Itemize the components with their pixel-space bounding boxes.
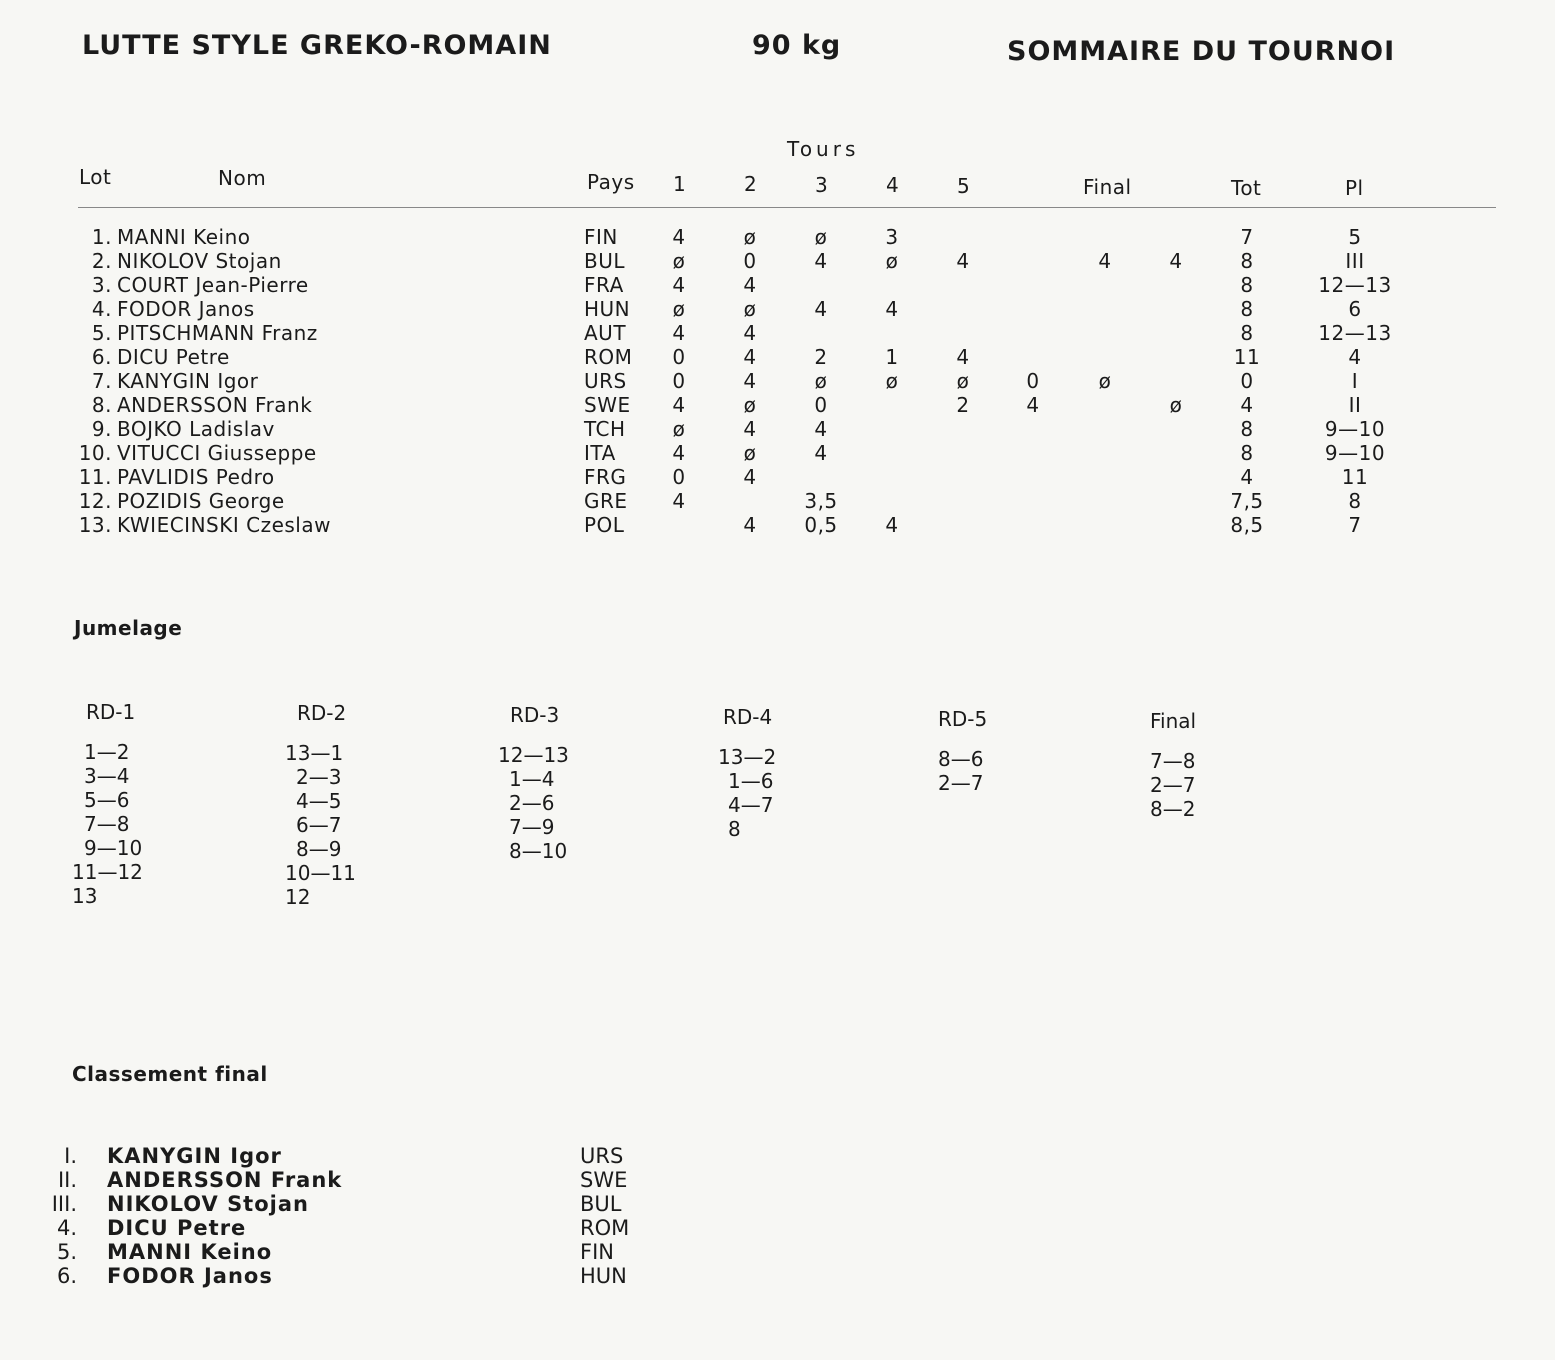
title-left: LUTTE STYLE GREKO-ROMAIN	[82, 30, 552, 61]
row-pl: III	[1345, 249, 1365, 273]
row-r1: 0	[672, 345, 686, 369]
jumelage-title: Jumelage	[74, 616, 183, 640]
row-tot: 8	[1240, 297, 1254, 321]
ranking-pays: URS	[580, 1144, 624, 1168]
pair-item: 2—6	[509, 791, 555, 815]
row-pl: I	[1351, 369, 1359, 393]
round-label: RD-5	[938, 707, 988, 731]
pair-item: 7—8	[1150, 749, 1196, 773]
ranking-pays: HUN	[580, 1264, 627, 1288]
row-r1: 4	[672, 225, 686, 249]
row-name: PAVLIDIS Pedro	[117, 465, 275, 489]
row-tot: 11	[1233, 345, 1261, 369]
weight-class: 90 kg	[752, 30, 842, 61]
row-pays: ROM	[584, 345, 633, 369]
row-pays: BUL	[584, 249, 626, 273]
row-r3: ø	[814, 369, 828, 393]
classement-title: Classement final	[72, 1062, 268, 1086]
row-name: PITSCHMANN Franz	[117, 321, 318, 345]
row-name: BOJKO Ladislav	[117, 417, 275, 441]
pair-item: 2—7	[938, 771, 984, 795]
ranking-row	[0, 1216, 800, 1240]
row-r2: 4	[743, 345, 757, 369]
row-lot: 1.	[91, 225, 112, 249]
ranking-surname: NIKOLOV	[107, 1192, 219, 1216]
ranking-place: II.	[57, 1168, 77, 1192]
row-r5: 4	[956, 249, 970, 273]
row-x1: 4	[1026, 393, 1040, 417]
row-pl: 5	[1348, 225, 1362, 249]
pair-item: 7—8	[84, 812, 130, 836]
row-lot: 10.	[78, 441, 112, 465]
row-pl: 9—10	[1324, 417, 1386, 441]
row-r3: 3,5	[804, 489, 838, 513]
row-r3: ø	[814, 225, 828, 249]
row-r2: 4	[743, 273, 757, 297]
row-tot: 8	[1240, 249, 1254, 273]
ranking-given: Petre	[177, 1216, 247, 1240]
row-r1: 4	[672, 489, 686, 513]
table-row	[0, 513, 1555, 537]
ranking-pays: BUL	[580, 1192, 622, 1216]
row-name: NIKOLOV Stojan	[117, 249, 282, 273]
table-row	[0, 345, 1555, 369]
row-tot: 8	[1240, 417, 1254, 441]
jumelage-round-3	[498, 703, 608, 863]
pair-item: 8—6	[938, 747, 984, 771]
row-x2: ø	[1098, 369, 1112, 393]
pair-item: 8—10	[509, 839, 568, 863]
row-r3: 4	[814, 297, 828, 321]
pair-item: 13—1	[285, 741, 344, 765]
table-row	[0, 369, 1555, 393]
round-label: RD-4	[723, 705, 773, 729]
round-label: Final	[1150, 709, 1197, 733]
jumelage-round-4	[718, 705, 828, 841]
pair-item: 10—11	[285, 861, 356, 885]
ranking-name	[107, 1240, 272, 1264]
row-r5: ø	[956, 369, 970, 393]
row-pl: 6	[1348, 297, 1362, 321]
round-label: RD-3	[510, 703, 560, 727]
row-r1: 0	[672, 369, 686, 393]
ranking-place: 6.	[56, 1264, 77, 1288]
pair-list	[938, 747, 1048, 795]
pair-list	[72, 740, 182, 908]
row-name: VITUCCI Giusseppe	[117, 441, 317, 465]
ranking-pays: FIN	[580, 1240, 614, 1264]
col-pays: Pays	[587, 170, 635, 194]
row-r3: 2	[814, 345, 828, 369]
row-pl: II	[1348, 393, 1362, 417]
row-tot: 0	[1240, 369, 1254, 393]
pair-item: 12	[285, 885, 311, 909]
jumelage-final	[1150, 709, 1260, 821]
row-pays: FRA	[584, 273, 624, 297]
ranking-place: III.	[51, 1192, 77, 1216]
pair-item: 13	[72, 884, 98, 908]
row-r4: 1	[885, 345, 899, 369]
row-pays: POL	[584, 513, 625, 537]
pair-list	[1150, 749, 1260, 821]
table-row	[0, 297, 1555, 321]
row-name: MANNI Keino	[117, 225, 251, 249]
row-pays: HUN	[584, 297, 631, 321]
row-pl: 12—13	[1318, 321, 1392, 345]
row-name: DICU Petre	[117, 345, 230, 369]
ranking-surname: MANNI	[107, 1240, 193, 1264]
row-pays: GRE	[584, 489, 628, 513]
row-name: KWIECINSKI Czeslaw	[117, 513, 331, 537]
ranking-row	[0, 1240, 800, 1264]
row-pl: 12—13	[1318, 273, 1392, 297]
row-r3: 0	[814, 393, 828, 417]
round-label: RD-1	[86, 700, 136, 724]
ranking-surname: DICU	[107, 1216, 169, 1240]
table-row	[0, 249, 1555, 273]
row-r3: 4	[814, 417, 828, 441]
table-row	[0, 441, 1555, 465]
row-tot: 4	[1240, 465, 1254, 489]
row-x3: 4	[1169, 249, 1183, 273]
row-r2: 4	[743, 369, 757, 393]
table-row	[0, 417, 1555, 441]
pair-item: 8—9	[296, 837, 342, 861]
table-row	[0, 321, 1555, 345]
table-row	[0, 225, 1555, 249]
jumelage-round-5	[938, 707, 1048, 795]
col-round-1: 1	[673, 172, 687, 196]
pair-item: 13—2	[718, 745, 777, 769]
row-pays: TCH	[584, 417, 626, 441]
title-right: SOMMAIRE DU TOURNOI	[1007, 36, 1396, 67]
ranking-given: Stojan	[227, 1192, 309, 1216]
ranking-surname: FODOR	[107, 1264, 196, 1288]
ranking-name	[107, 1264, 273, 1288]
ranking-name	[107, 1168, 342, 1192]
row-r1: ø	[672, 417, 686, 441]
ranking-given: Keino	[200, 1240, 273, 1264]
row-r4: 3	[885, 225, 899, 249]
row-pays: FRG	[584, 465, 627, 489]
row-name: ANDERSSON Frank	[117, 393, 313, 417]
row-r2: ø	[743, 393, 757, 417]
row-pl: 8	[1348, 489, 1362, 513]
row-pays: SWE	[584, 393, 631, 417]
row-r1: 4	[672, 441, 686, 465]
pair-item: 5—6	[84, 788, 130, 812]
ranking-name	[107, 1144, 282, 1168]
pair-item: 11—12	[72, 860, 143, 884]
pair-item: 4—5	[296, 789, 342, 813]
row-pays: AUT	[584, 321, 627, 345]
col-final: Final	[1083, 175, 1132, 199]
row-lot: 13.	[78, 513, 112, 537]
table-row	[0, 465, 1555, 489]
row-r2: 0	[743, 249, 757, 273]
row-r3: 0,5	[804, 513, 838, 537]
row-r5: 4	[956, 345, 970, 369]
ranking-pays: ROM	[580, 1216, 630, 1240]
row-r2: 4	[743, 465, 757, 489]
row-r3: 4	[814, 441, 828, 465]
ranking-surname: KANYGIN	[107, 1144, 222, 1168]
row-lot: 5.	[91, 321, 112, 345]
row-tot: 8	[1240, 321, 1254, 345]
row-tot: 8	[1240, 441, 1254, 465]
row-tot: 7,5	[1230, 489, 1264, 513]
row-r2: 4	[743, 513, 757, 537]
row-name: FODOR Janos	[117, 297, 255, 321]
pair-item: 2—3	[296, 765, 342, 789]
pair-item: 6—7	[296, 813, 342, 837]
row-tot: 7	[1240, 225, 1254, 249]
row-r4: 4	[885, 513, 899, 537]
row-pl: 9—10	[1324, 441, 1386, 465]
row-r1: ø	[672, 297, 686, 321]
row-name: POZIDIS George	[117, 489, 285, 513]
col-round-4: 4	[886, 173, 900, 197]
ranking-row	[0, 1144, 800, 1168]
col-nom: Nom	[218, 166, 267, 190]
row-r3: 4	[814, 249, 828, 273]
row-r2: 4	[743, 321, 757, 345]
pair-item: 8—2	[1150, 797, 1196, 821]
round-label: RD-2	[297, 701, 347, 725]
row-name: KANYGIN Igor	[117, 369, 259, 393]
row-r1: 4	[672, 273, 686, 297]
row-lot: 7.	[91, 369, 112, 393]
row-r4: ø	[885, 249, 899, 273]
ranking-given: Igor	[230, 1144, 282, 1168]
col-round-2: 2	[744, 172, 758, 196]
row-r4: ø	[885, 369, 899, 393]
row-pl: 11	[1341, 465, 1369, 489]
row-r2: 4	[743, 417, 757, 441]
ranking-name	[107, 1216, 246, 1240]
ranking-surname: ANDERSSON	[107, 1168, 263, 1192]
pair-item: 12—13	[498, 743, 569, 767]
row-tot: 4	[1240, 393, 1254, 417]
ranking-row	[0, 1264, 800, 1288]
pair-list	[285, 741, 395, 909]
row-lot: 11.	[78, 465, 112, 489]
table-row	[0, 273, 1555, 297]
ranking-given: Janos	[203, 1264, 273, 1288]
row-lot: 3.	[91, 273, 112, 297]
header-rule	[78, 207, 1496, 208]
col-pl: Pl	[1345, 176, 1364, 200]
pair-item: 2—7	[1150, 773, 1196, 797]
col-round-3: 3	[815, 173, 829, 197]
jumelage-round-1	[72, 700, 182, 908]
ranking-pays: SWE	[580, 1168, 628, 1192]
col-lot: Lot	[79, 165, 112, 189]
row-x2: 4	[1098, 249, 1112, 273]
row-lot: 6.	[91, 345, 112, 369]
row-r2: ø	[743, 441, 757, 465]
row-lot: 4.	[91, 297, 112, 321]
pair-item: 9—10	[84, 836, 143, 860]
row-x1: 0	[1026, 369, 1040, 393]
pair-item: 7—9	[509, 815, 555, 839]
row-x3: ø	[1169, 393, 1183, 417]
pair-list	[718, 745, 828, 841]
col-round-5: 5	[957, 174, 971, 198]
row-pl: 4	[1348, 345, 1362, 369]
row-r1: 4	[672, 393, 686, 417]
row-pl: 7	[1348, 513, 1362, 537]
ranking-place: I.	[64, 1144, 77, 1168]
pair-list	[498, 743, 608, 863]
row-pays: ITA	[584, 441, 616, 465]
ranking-name	[107, 1192, 309, 1216]
row-lot: 12.	[78, 489, 112, 513]
row-tot: 8,5	[1230, 513, 1264, 537]
tours-label: Tours	[787, 137, 860, 161]
ranking-place: 4.	[56, 1216, 77, 1240]
row-r1: 4	[672, 321, 686, 345]
pair-item: 1—2	[84, 740, 130, 764]
jumelage-round-2	[285, 701, 395, 909]
row-lot: 2.	[91, 249, 112, 273]
row-name: COURT Jean-Pierre	[117, 273, 309, 297]
row-r5: 2	[956, 393, 970, 417]
pair-item: 1—6	[728, 769, 774, 793]
row-r4: 4	[885, 297, 899, 321]
table-row	[0, 489, 1555, 513]
ranking-given: Frank	[270, 1168, 343, 1192]
row-pays: URS	[584, 369, 627, 393]
pair-item: 1—4	[509, 767, 555, 791]
ranking-row	[0, 1168, 800, 1192]
row-pays: FIN	[584, 225, 618, 249]
ranking-place: 5.	[56, 1240, 77, 1264]
row-r1: ø	[672, 249, 686, 273]
row-r2: ø	[743, 225, 757, 249]
pair-item: 8	[728, 817, 741, 841]
row-lot: 8.	[91, 393, 112, 417]
table-row	[0, 393, 1555, 417]
col-tot: Tot	[1231, 176, 1262, 200]
row-r2: ø	[743, 297, 757, 321]
ranking-row	[0, 1192, 800, 1216]
pair-item: 3—4	[84, 764, 130, 788]
row-r1: 0	[672, 465, 686, 489]
row-lot: 9.	[91, 417, 112, 441]
pair-item: 4—7	[728, 793, 774, 817]
row-tot: 8	[1240, 273, 1254, 297]
